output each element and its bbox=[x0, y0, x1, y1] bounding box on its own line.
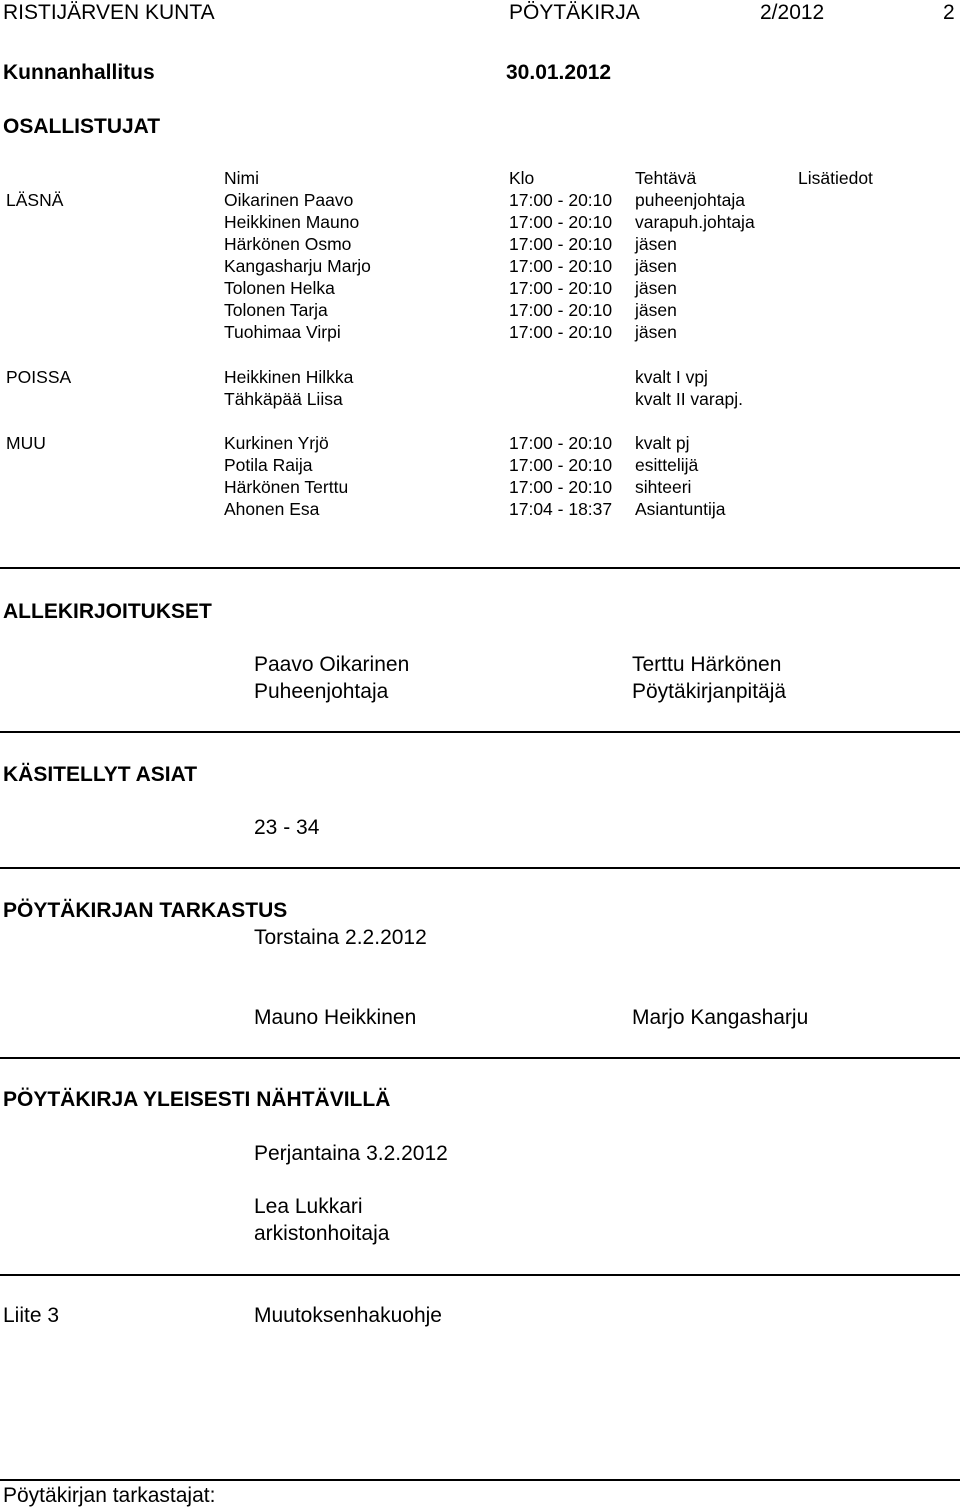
participant-time: 17:00 - 20:10 bbox=[509, 455, 613, 475]
participant-name: Tolonen Tarja bbox=[224, 300, 328, 320]
participant-role: kvalt pj bbox=[635, 433, 690, 453]
items-range: 23 - 34 bbox=[254, 816, 320, 839]
footer-divider bbox=[0, 1479, 960, 1481]
participant-role: jäsen bbox=[635, 300, 677, 320]
participant-role: sihteeri bbox=[635, 477, 692, 497]
participant-name: Heikkinen Hilkka bbox=[224, 367, 354, 387]
participant-name: Ahonen Esa bbox=[224, 499, 320, 519]
participant-name: Kangasharju Marjo bbox=[224, 256, 371, 276]
archivist-name: Lea Lukkari bbox=[254, 1195, 363, 1218]
review-title: PÖYTÄKIRJAN TARKASTUS bbox=[3, 899, 288, 922]
participant-role: Asiantuntija bbox=[635, 499, 726, 519]
document-number: 2/2012 bbox=[760, 1, 825, 24]
page-number: 2 bbox=[943, 1, 955, 24]
section-divider bbox=[0, 867, 960, 869]
participants-title: OSALLISTUJAT bbox=[3, 115, 161, 138]
participant-name: Tähkäpää Liisa bbox=[224, 389, 343, 409]
participant-time: 17:00 - 20:10 bbox=[509, 190, 613, 210]
items-title: KÄSITELLYT ASIAT bbox=[3, 763, 198, 786]
public-title: PÖYTÄKIRJA YLEISESTI NÄHTÄVILLÄ bbox=[3, 1088, 391, 1111]
column-header-role: Tehtävä bbox=[635, 168, 697, 188]
participant-role: jäsen bbox=[635, 256, 677, 276]
participant-time: 17:00 - 20:10 bbox=[509, 300, 613, 320]
participant-name: Härkönen Osmo bbox=[224, 234, 352, 254]
participant-time: 17:00 - 20:10 bbox=[509, 212, 613, 232]
participant-name: Heikkinen Mauno bbox=[224, 212, 360, 232]
participant-role: varapuh.johtaja bbox=[635, 212, 755, 232]
public-date: Perjantaina 3.2.2012 bbox=[254, 1142, 448, 1165]
participant-time: 17:00 - 20:10 bbox=[509, 477, 613, 497]
participant-name: Tolonen Helka bbox=[224, 278, 335, 298]
archivist-role: arkistonhoitaja bbox=[254, 1222, 390, 1245]
review-date: Torstaina 2.2.2012 bbox=[254, 926, 427, 949]
participant-role: jäsen bbox=[635, 278, 677, 298]
chair-name: Paavo Oikarinen bbox=[254, 653, 410, 676]
participant-time: 17:00 - 20:10 bbox=[509, 322, 613, 342]
participant-time: 17:00 - 20:10 bbox=[509, 278, 613, 298]
participant-role: kvalt I vpj bbox=[635, 367, 708, 387]
reviewer-1: Mauno Heikkinen bbox=[254, 1006, 417, 1029]
participant-time: 17:04 - 18:37 bbox=[509, 499, 613, 519]
participant-name: Kurkinen Yrjö bbox=[224, 433, 329, 453]
participant-role: kvalt II varapj. bbox=[635, 389, 743, 409]
column-header-name: Nimi bbox=[224, 168, 259, 188]
column-header-info: Lisätiedot bbox=[798, 168, 873, 188]
column-header-time: Klo bbox=[509, 168, 535, 188]
participant-name: Potila Raija bbox=[224, 455, 313, 475]
section-divider bbox=[0, 731, 960, 733]
participant-name: Härkönen Terttu bbox=[224, 477, 349, 497]
chair-role: Puheenjohtaja bbox=[254, 680, 389, 703]
secretary-name: Terttu Härkönen bbox=[632, 653, 782, 676]
document-type: PÖYTÄKIRJA bbox=[509, 1, 640, 24]
participant-role: jäsen bbox=[635, 234, 677, 254]
section-divider bbox=[0, 1274, 960, 1276]
participant-role: puheenjohtaja bbox=[635, 190, 745, 210]
section-divider bbox=[0, 567, 960, 569]
participant-time: 17:00 - 20:10 bbox=[509, 234, 613, 254]
section-divider bbox=[0, 1057, 960, 1059]
reviewers-label: Pöytäkirjan tarkastajat: bbox=[3, 1484, 216, 1507]
participant-time: 17:00 - 20:10 bbox=[509, 256, 613, 276]
participant-name: Oikarinen Paavo bbox=[224, 190, 354, 210]
meeting-body: Kunnanhallitus bbox=[3, 61, 155, 84]
municipality-name: RISTIJÄRVEN KUNTA bbox=[3, 1, 215, 24]
signatures-title: ALLEKIRJOITUKSET bbox=[3, 600, 212, 623]
participant-name: Tuohimaa Virpi bbox=[224, 322, 341, 342]
secretary-role: Pöytäkirjanpitäjä bbox=[632, 680, 787, 703]
appendix-text: Muutoksenhakuohje bbox=[254, 1304, 442, 1327]
meeting-date: 30.01.2012 bbox=[506, 61, 612, 84]
group-label-absent: POISSA bbox=[6, 367, 72, 387]
participant-role: jäsen bbox=[635, 322, 677, 342]
reviewer-2: Marjo Kangasharju bbox=[632, 1006, 809, 1029]
participant-role: esittelijä bbox=[635, 455, 699, 475]
group-label-other: MUU bbox=[6, 433, 46, 453]
appendix-label: Liite 3 bbox=[3, 1304, 60, 1327]
participant-time: 17:00 - 20:10 bbox=[509, 433, 613, 453]
group-label-present: LÄSNÄ bbox=[6, 190, 64, 210]
